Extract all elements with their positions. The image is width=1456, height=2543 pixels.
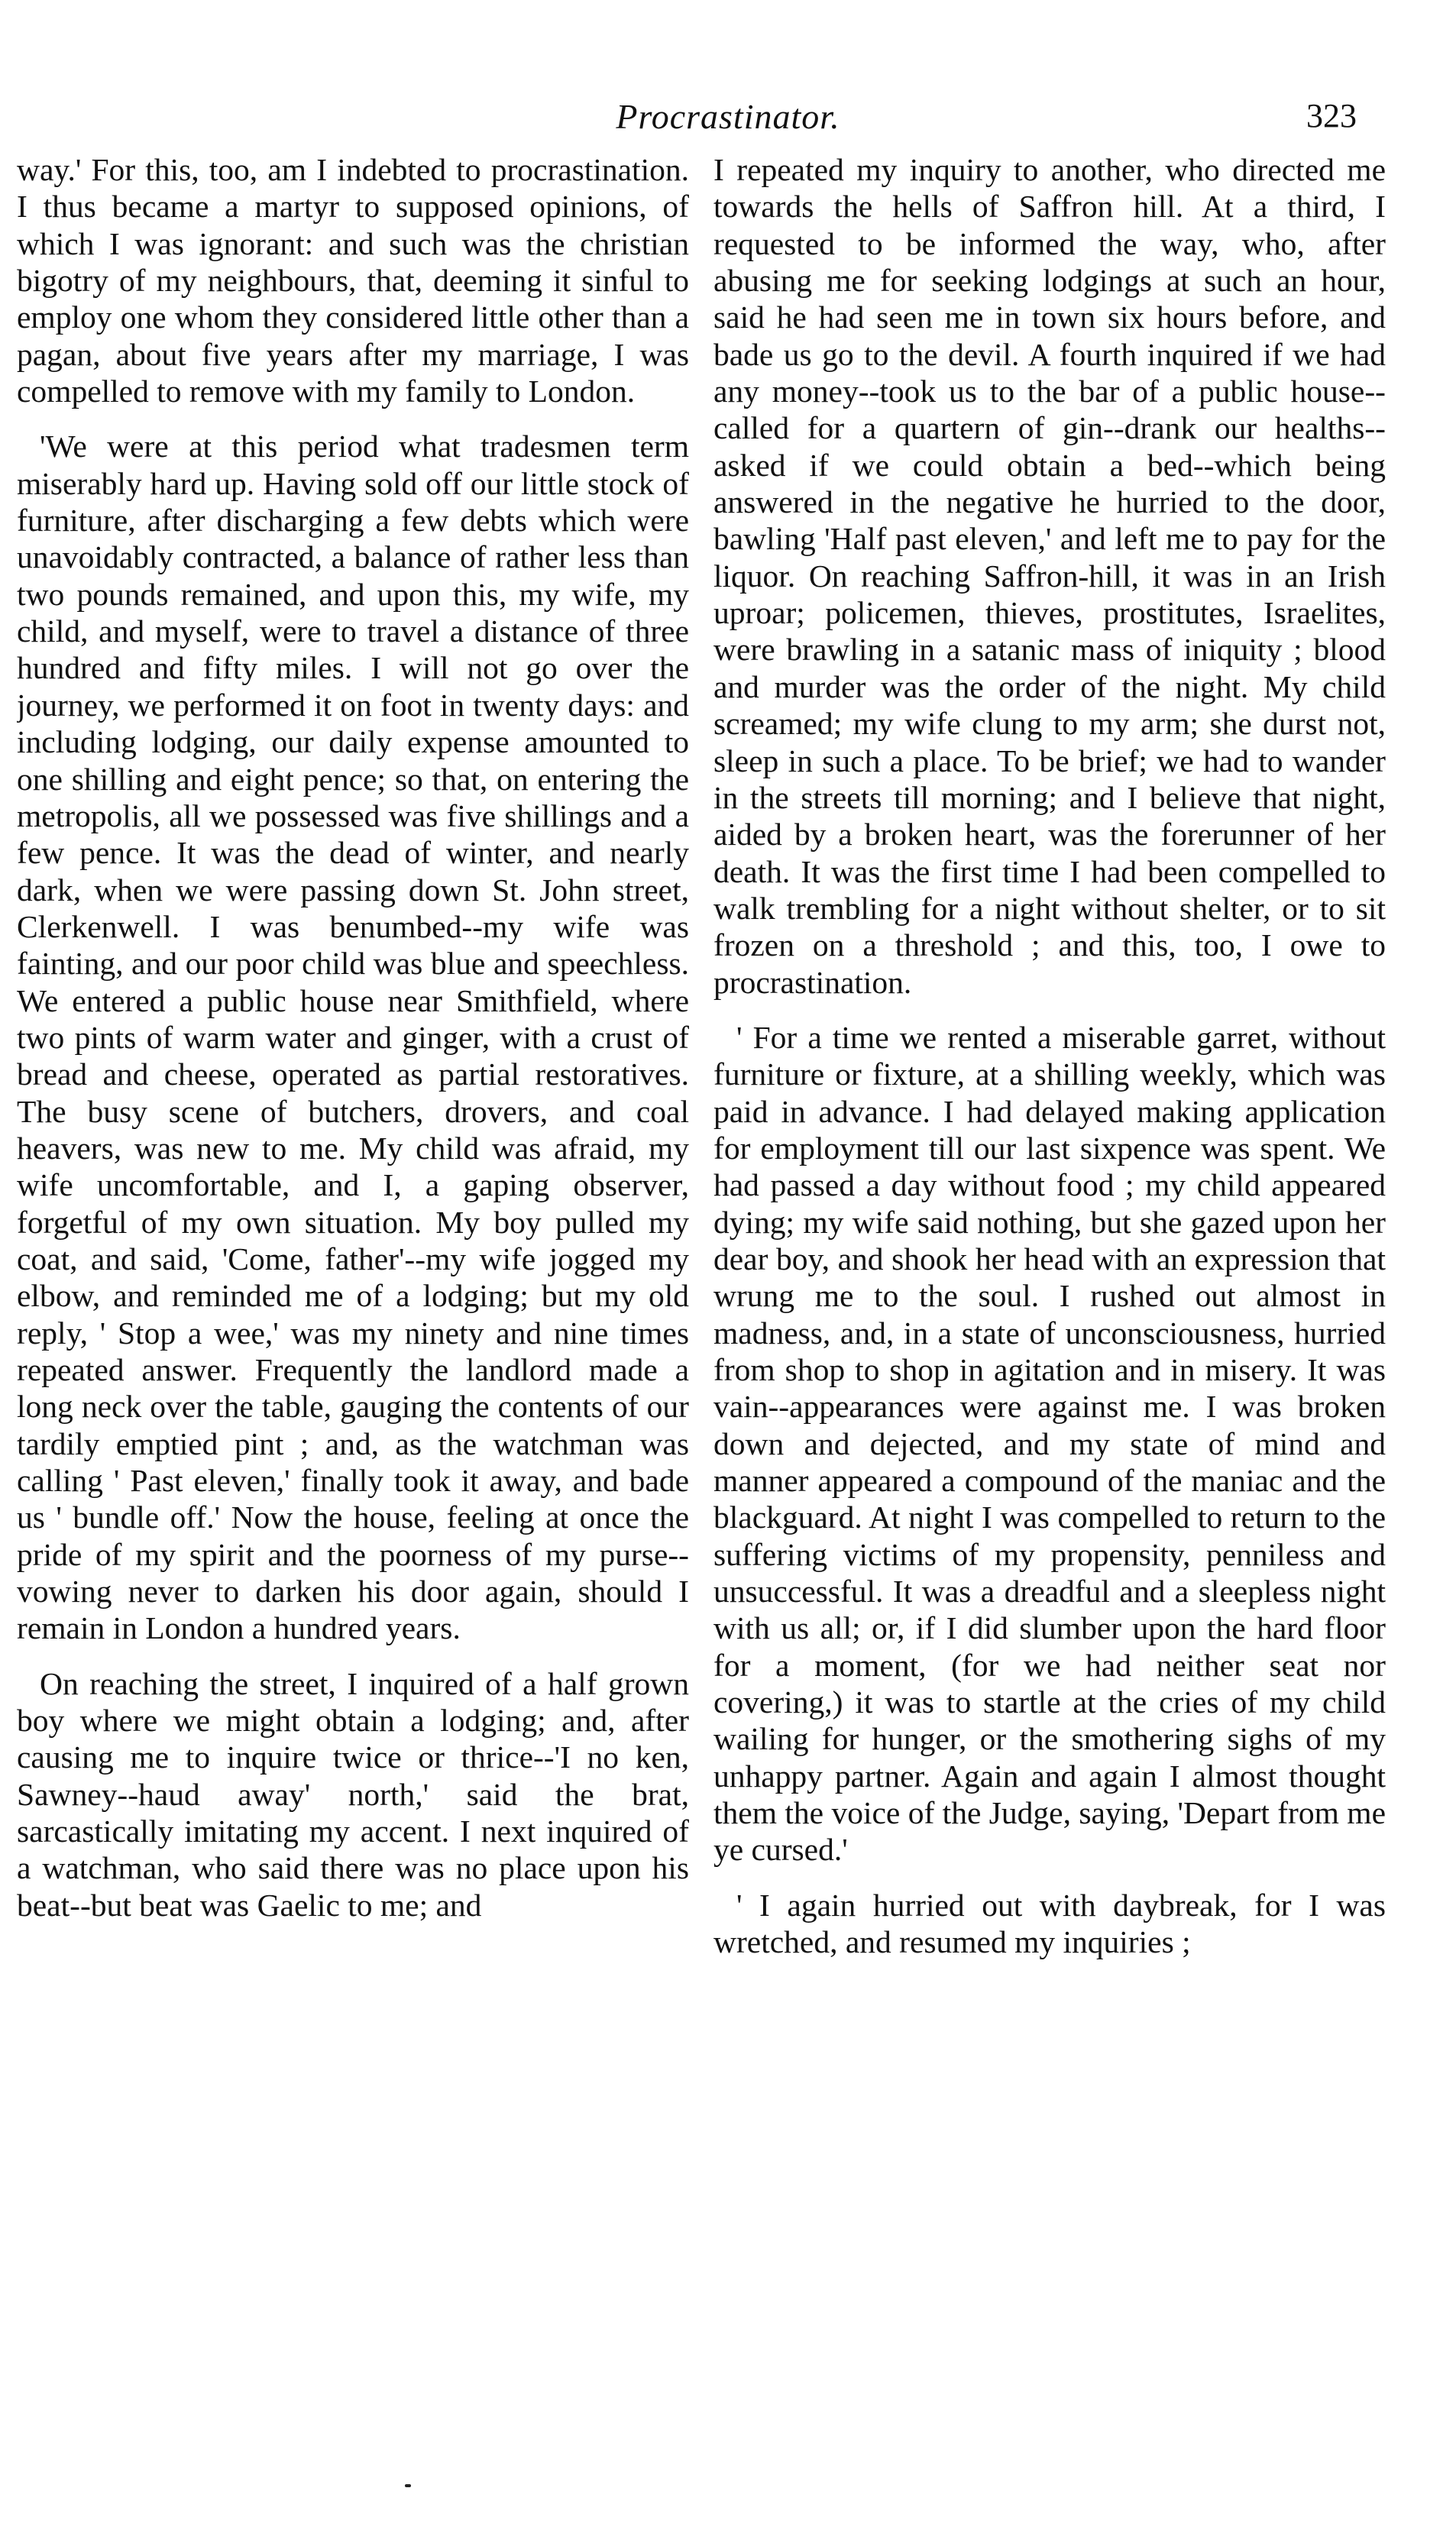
paragraph-gap (17, 409, 689, 428)
paragraph-gap (17, 1647, 689, 1665)
paragraph-gap (713, 1001, 1386, 1019)
page-number: 323 (1306, 97, 1357, 134)
running-title: Procrastinator. (616, 97, 840, 136)
paragraph: 'We were at this period what tradesmen term miserably hard up. Having sold off our little stock of furniture, after discharging a few debts which were unavoidably contracted, a balance of rather less than two pounds remained, and upon this, my wife, my child, and myself, were to travel a distance of three hundred and fifty miles. I will not go over the journey, we performed it on foot in twenty days: and including lodging, our daily expense amounted to one shilling and eight pence; so that, on entering the metropolis, all we possessed was five shillings and a few pence. It was the dead of winter, and nearly dark, when we were passing down St. John street, Clerkenwell. I was benumbed--my wife was fainting, and our poor child was blue and speechless. We entered a public house near Smithfield, where two pints of warm water and ginger, with a crust of bread and cheese, operated as partial restoratives. The busy scene of butchers, drovers, and coal heavers, was new to me. My child was afraid, my wife uncomfortable, and I, a gaping observer, forgetful of my own situation. My boy pulled my coat, and said, 'Come, father'--my wife jogged my elbow, and reminded me of a lodging; but my old reply, ' Stop a wee,' was my ninety and nine times repeated answer. Frequently the landlord made a long neck over the table, gauging the contents of our tardily emptied pint ; and, as the watchman was calling ' Past eleven,' finally took it away, and bade us ' bundle off.' Now the house, feeling at once the pride of my spirit and the poorness of my purse--vowing never to darken his door again, should I remain in London a hundred years. (17, 429, 689, 1646)
paragraph-gap (713, 1868, 1386, 1887)
left-column (17, 151, 689, 2435)
paragraph: I repeated my inquiry to another, who directed me towards the hells of Saffron hill. At a third, I requested to be informed the way, who, after abusing me for seeking lodgings at such an hour, said he had seen me in town six hours before, and bade us go to the devil. A fourth inquired if we had any money--took us to the bar of a public house--called for a quartern of gin--drank our healths--asked if we could obtain a bed--which being answered in the negative he hurried to the door, bawling 'Half past eleven,' and left me to pay for the liquor. On reaching Saffron-hill, it was in an Irish uproar; policemen, thieves, prostitutes, Israelites, were brawling in a satanic mass of iniquity ; blood and murder was the order of the night. My child screamed; my wife clung to my arm; she durst not, sleep in such a place. To be brief; we had to wander in the streets till morning; and I believe that night, aided by a broken heart, was the forerunner of her death. It was the first time I had been compelled to walk trembling for a night without shelter, or to sit frozen on a threshold ; and this, too, I owe to procrastination. (713, 152, 1386, 1000)
paragraph: ' For a time we rented a miserable garret, without furniture or fixture, at a shilling weekly, which was paid in advance. I had delayed making application for employment till our last sixpence was spent. We had passed a day without food ; my child appeared dying; my wife said nothing, but she gazed upon her dear boy, and shook her head with an expression that wrung me to the soul. I rushed out almost in madness, and, in a state of unconsciousness, hurried from shop to shop in agitation and in misery. It was vain--appearances were against me. I was broken down and dejected, and my state of mind and manner appeared a compound of the maniac and the blackguard. At night I was compelled to return to the suffering victims of my propensity, penniless and unsuccessful. It was a dreadful and a sleepless night with us all; or, if I did slumber upon the hard floor for a moment, (for we had neither seat nor covering,) it was to startle at the cries of my child wailing for hunger, or the smothering sighs of my unhappy partner. Again and again I almost thought them the voice of the Judge, saying, 'Depart from me ye cursed.' (713, 1019, 1386, 1868)
paragraph: way.' For this, too, am I indebted to procrastination. I thus became a martyr to supposed opinions, of which I was ignorant: and such was the christian bigotry of my neighbours, that, deeming it sinful to employ one whom they considered little other than a pagan, about five years after my marriage, I was compelled to remove with my family to London. (17, 152, 689, 409)
running-head (0, 90, 1456, 144)
right-column (713, 151, 1386, 2435)
paragraph: On reaching the street, I inquired of a half grown boy where we might obtain a lodging; and, after causing me to inquire twice or thrice--'I no ken, Sawney--haud away' north,' said the brat, sarcastically imitating my accent. I next inquired of a watchman, who said there was no place upon his beat--but beat was Gaelic to me; and (17, 1665, 689, 1923)
paragraph: ' I again hurried out with daybreak, for I was wretched, and resumed my inquiries ; (713, 1887, 1386, 1960)
ink-speck (405, 2484, 411, 2487)
